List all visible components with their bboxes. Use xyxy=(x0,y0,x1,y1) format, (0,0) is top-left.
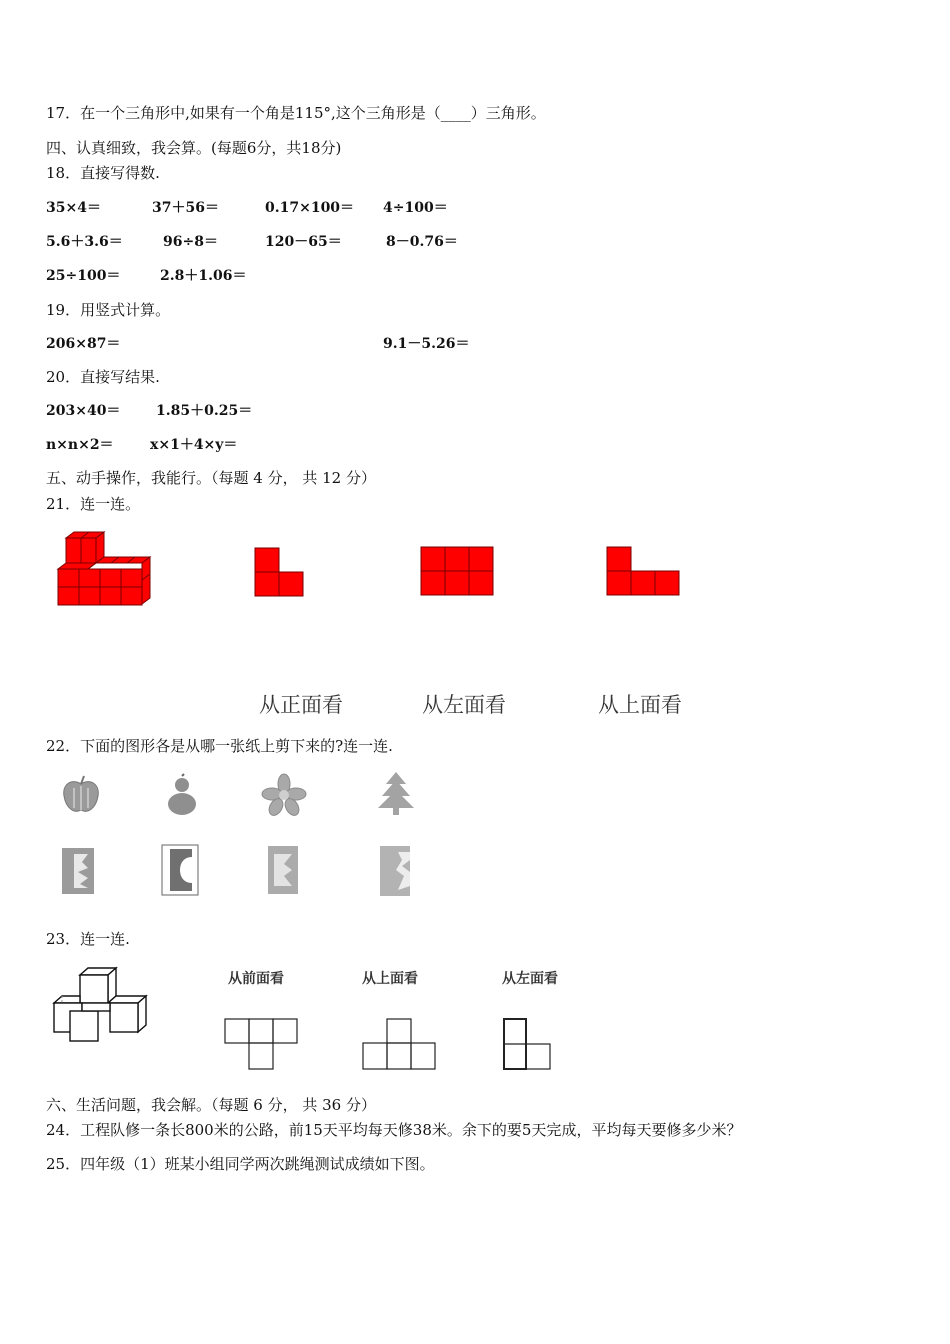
q18-item-1: 35×4＝ xyxy=(46,200,101,216)
view-shape-b xyxy=(420,546,494,596)
gourd-shape-icon xyxy=(164,774,200,816)
view-shape-a xyxy=(254,547,304,597)
question-19: 19．用竖式计算。 xyxy=(46,301,171,319)
q18-item-10: 2.8＋1.06＝ xyxy=(160,268,247,284)
question-20: 20．直接写结果. xyxy=(46,368,160,386)
section-6-heading: 六、生活问题，我会解。（每题 6 分， 共 36 分） xyxy=(46,1096,376,1114)
q20-item-3: n×n×2＝ xyxy=(46,437,114,453)
view-shape-c xyxy=(606,546,680,596)
section-5-heading: 五、动手操作，我能行。（每题 4 分， 共 12 分） xyxy=(46,469,376,487)
top-view-grid xyxy=(362,1018,438,1070)
flower-shape-icon xyxy=(262,774,306,816)
tree-shape-icon xyxy=(376,772,416,816)
q18-item-4: 4÷100＝ xyxy=(383,200,448,216)
question-18: 18．直接写得数. xyxy=(46,164,160,182)
question-21: 21．连一连。 xyxy=(46,495,141,513)
cube-solid-figure xyxy=(50,966,150,1046)
view-label-top-23: 从上面看 xyxy=(362,971,418,987)
paper-c xyxy=(162,845,200,897)
paper-e-3 xyxy=(380,846,412,898)
view-label-left: 从左面看 xyxy=(422,693,506,717)
q18-item-9: 25÷100＝ xyxy=(46,268,121,284)
question-25: 25．四年级（1）班某小组同学两次跳绳测试成绩如下图。 xyxy=(46,1155,435,1173)
front-view-grid xyxy=(224,1018,300,1070)
view-label-front: 从正面看 xyxy=(259,693,343,717)
question-22: 22．下面的图形各是从哪一张纸上剪下来的?连一连. xyxy=(46,737,393,755)
q20-item-4: x×1＋4×y＝ xyxy=(150,437,238,453)
cube-stack-3d xyxy=(52,532,152,607)
q18-item-7: 120－65＝ xyxy=(265,234,342,250)
apple-shape-icon xyxy=(60,774,102,816)
q20-item-2: 1.85＋0.25＝ xyxy=(156,403,253,419)
q18-item-5: 5.6＋3.6＝ xyxy=(46,234,123,250)
question-17: 17．在一个三角形中,如果有一个角是115°,这个三角形是（____）三角形。 xyxy=(46,104,546,122)
q19-item-1: 206×87＝ xyxy=(46,336,121,352)
left-view-grid xyxy=(503,1018,555,1070)
view-label-front-23: 从前面看 xyxy=(228,971,284,987)
q18-item-2: 37＋56＝ xyxy=(152,200,219,216)
question-24: 24．工程队修一条长800米的公路，前15天平均每天修38米。余下的要5天完成，平均每天要修多少米？ xyxy=(46,1121,742,1139)
q20-item-1: 203×40＝ xyxy=(46,403,121,419)
q18-item-3: 0.17×100＝ xyxy=(265,200,355,216)
q18-item-6: 96÷8＝ xyxy=(163,234,218,250)
paper-e-2 xyxy=(268,846,300,896)
view-label-left-23: 从左面看 xyxy=(502,971,558,987)
question-23: 23．连一连. xyxy=(46,930,130,948)
q18-item-8: 8－0.76＝ xyxy=(386,234,458,250)
q19-item-2: 9.1－5.26＝ xyxy=(383,336,470,352)
paper-e-1 xyxy=(62,848,96,896)
section-4-heading: 四、认真细致，我会算。(每题6分，共18分) xyxy=(46,139,342,157)
view-label-top: 从上面看 xyxy=(598,693,682,717)
